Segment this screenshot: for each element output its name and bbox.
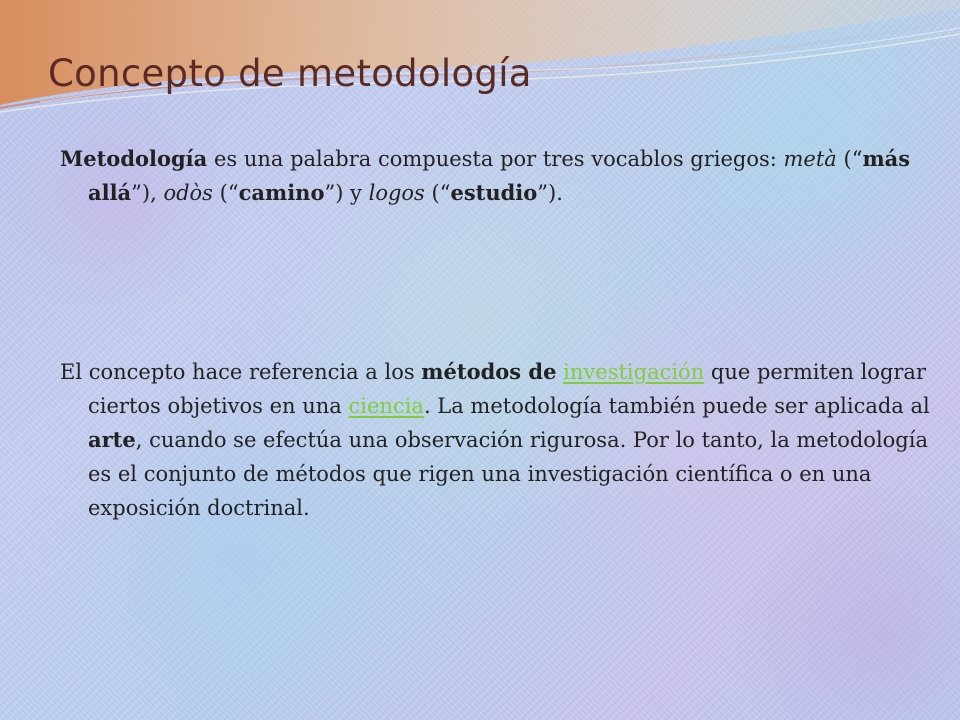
meaning-camino: camino [238, 180, 325, 205]
greek-word-meta: metà [783, 147, 837, 171]
text-span: (“ [424, 181, 451, 205]
bold-metodos-de: métodos de [421, 359, 557, 384]
link-investigacion[interactable]: investigación [563, 360, 705, 384]
text-span: ”) y [324, 181, 369, 205]
bold-arte: arte [88, 427, 136, 452]
text-span: es una palabra compuesta por tres vocablos griegos: [207, 147, 784, 171]
text-span: ”), [131, 181, 164, 205]
meaning-mas-alla: más allá [88, 146, 911, 205]
term-metodologia: Metodología [60, 146, 208, 171]
text-span: que permiten lograr ciertos objetivos en una [88, 360, 926, 418]
link-ciencia[interactable]: ciencia [348, 394, 424, 418]
greek-word-logos: logos [368, 181, 425, 205]
paragraph-concept [60, 355, 938, 525]
text-span: . La metodología también puede ser aplicada al [423, 394, 930, 418]
text-span: El concepto hace referencia a los [60, 360, 422, 384]
greek-word-odos: odòs [163, 181, 213, 205]
meaning-estudio: estudio [450, 180, 538, 205]
text-span: (“ [212, 181, 239, 205]
text-span: ”). [537, 181, 563, 205]
text-span: (“ [836, 147, 863, 171]
slide-title: Concepto de metodología [48, 52, 532, 95]
paragraph-etymology [60, 142, 938, 210]
text-span: , cuando se efectúa una observación rigurosa. Por lo tanto, la metodología es el conjunto de métodos que rigen una investigación científica o en una exposición doctrinal. [88, 428, 928, 520]
